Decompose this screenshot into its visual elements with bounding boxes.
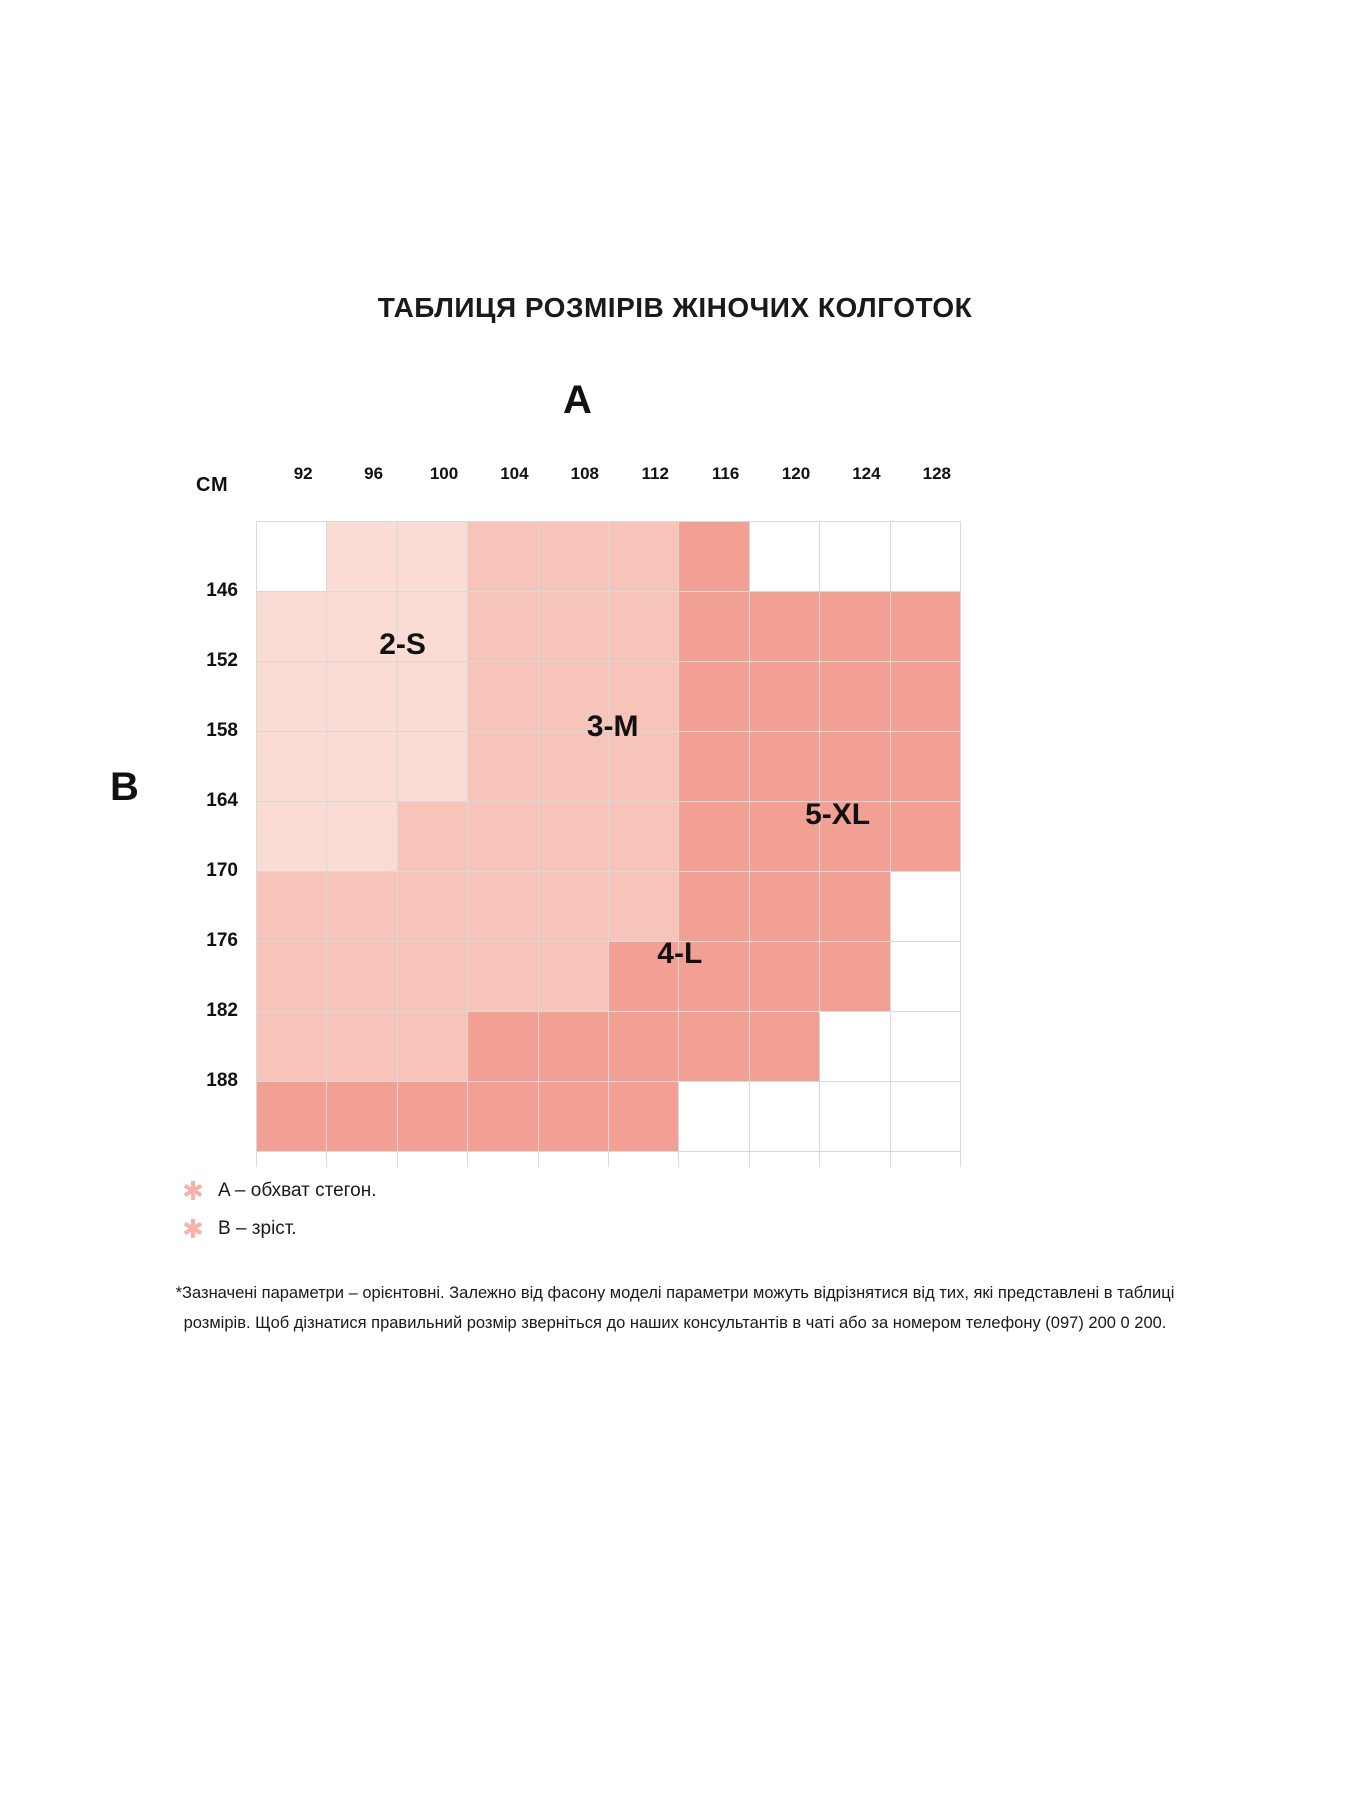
size-chart <box>256 521 960 1137</box>
x-tick-label: 112 <box>641 464 669 483</box>
page-title: ТАБЛИЦЯ РОЗМІРІВ ЖІНОЧИХ КОЛГОТОК <box>377 292 973 323</box>
x-tick-label: 96 <box>364 464 384 483</box>
x-tick-label: 100 <box>429 464 459 483</box>
x-tick-label: 128 <box>922 464 951 483</box>
y-tick-label: 182 <box>206 1000 238 1021</box>
list-item <box>180 1210 377 1248</box>
x-tick-label: 104 <box>500 464 529 483</box>
y-tick-label: 146 <box>206 580 238 601</box>
y-tick-label: 152 <box>206 650 238 671</box>
size-block-label: 5-XL <box>805 798 871 832</box>
y-tick-label: 176 <box>206 930 238 951</box>
legend-item-label: A – обхват стегон. <box>218 1180 377 1201</box>
gridline-vertical <box>960 521 961 1167</box>
chart-size-labels <box>256 521 960 1137</box>
legend-item-label: B – зріст. <box>218 1218 297 1239</box>
x-tick-label: 116 <box>711 464 740 483</box>
legend <box>180 1172 377 1248</box>
axis-label-b: B <box>110 765 139 809</box>
footnote-text: *Зазначені параметри – орієнтовні. Залежно від фасону моделі параметри можуть відрізнятися від тих, які представлені в таблиці розмірів. Щоб дізнатися правильний розмір зверніться до наших консультантів в чаті або за номером телефону (097) 200 0 200. <box>175 1284 1175 1332</box>
y-tick-label: 170 <box>206 860 238 881</box>
y-tick-label: 158 <box>206 720 238 741</box>
unit-label-cm: CM <box>196 474 229 496</box>
x-tick-label: 124 <box>852 464 881 483</box>
size-block-label: 3-M <box>586 710 639 743</box>
gridline-horizontal <box>256 1151 960 1152</box>
y-tick-label: 188 <box>206 1070 238 1091</box>
axis-label-a: A <box>563 378 592 422</box>
asterisk-icon: ✱ <box>182 1176 204 1206</box>
x-tick-label: 92 <box>293 464 313 483</box>
y-tick-label: 164 <box>206 790 238 811</box>
size-block-label: 4-L <box>657 936 703 970</box>
list-item <box>180 1172 377 1210</box>
size-block-label: 2-S <box>379 628 426 662</box>
x-tick-label: 108 <box>570 464 599 483</box>
x-tick-label: 120 <box>781 464 811 483</box>
asterisk-icon: ✱ <box>182 1214 204 1244</box>
